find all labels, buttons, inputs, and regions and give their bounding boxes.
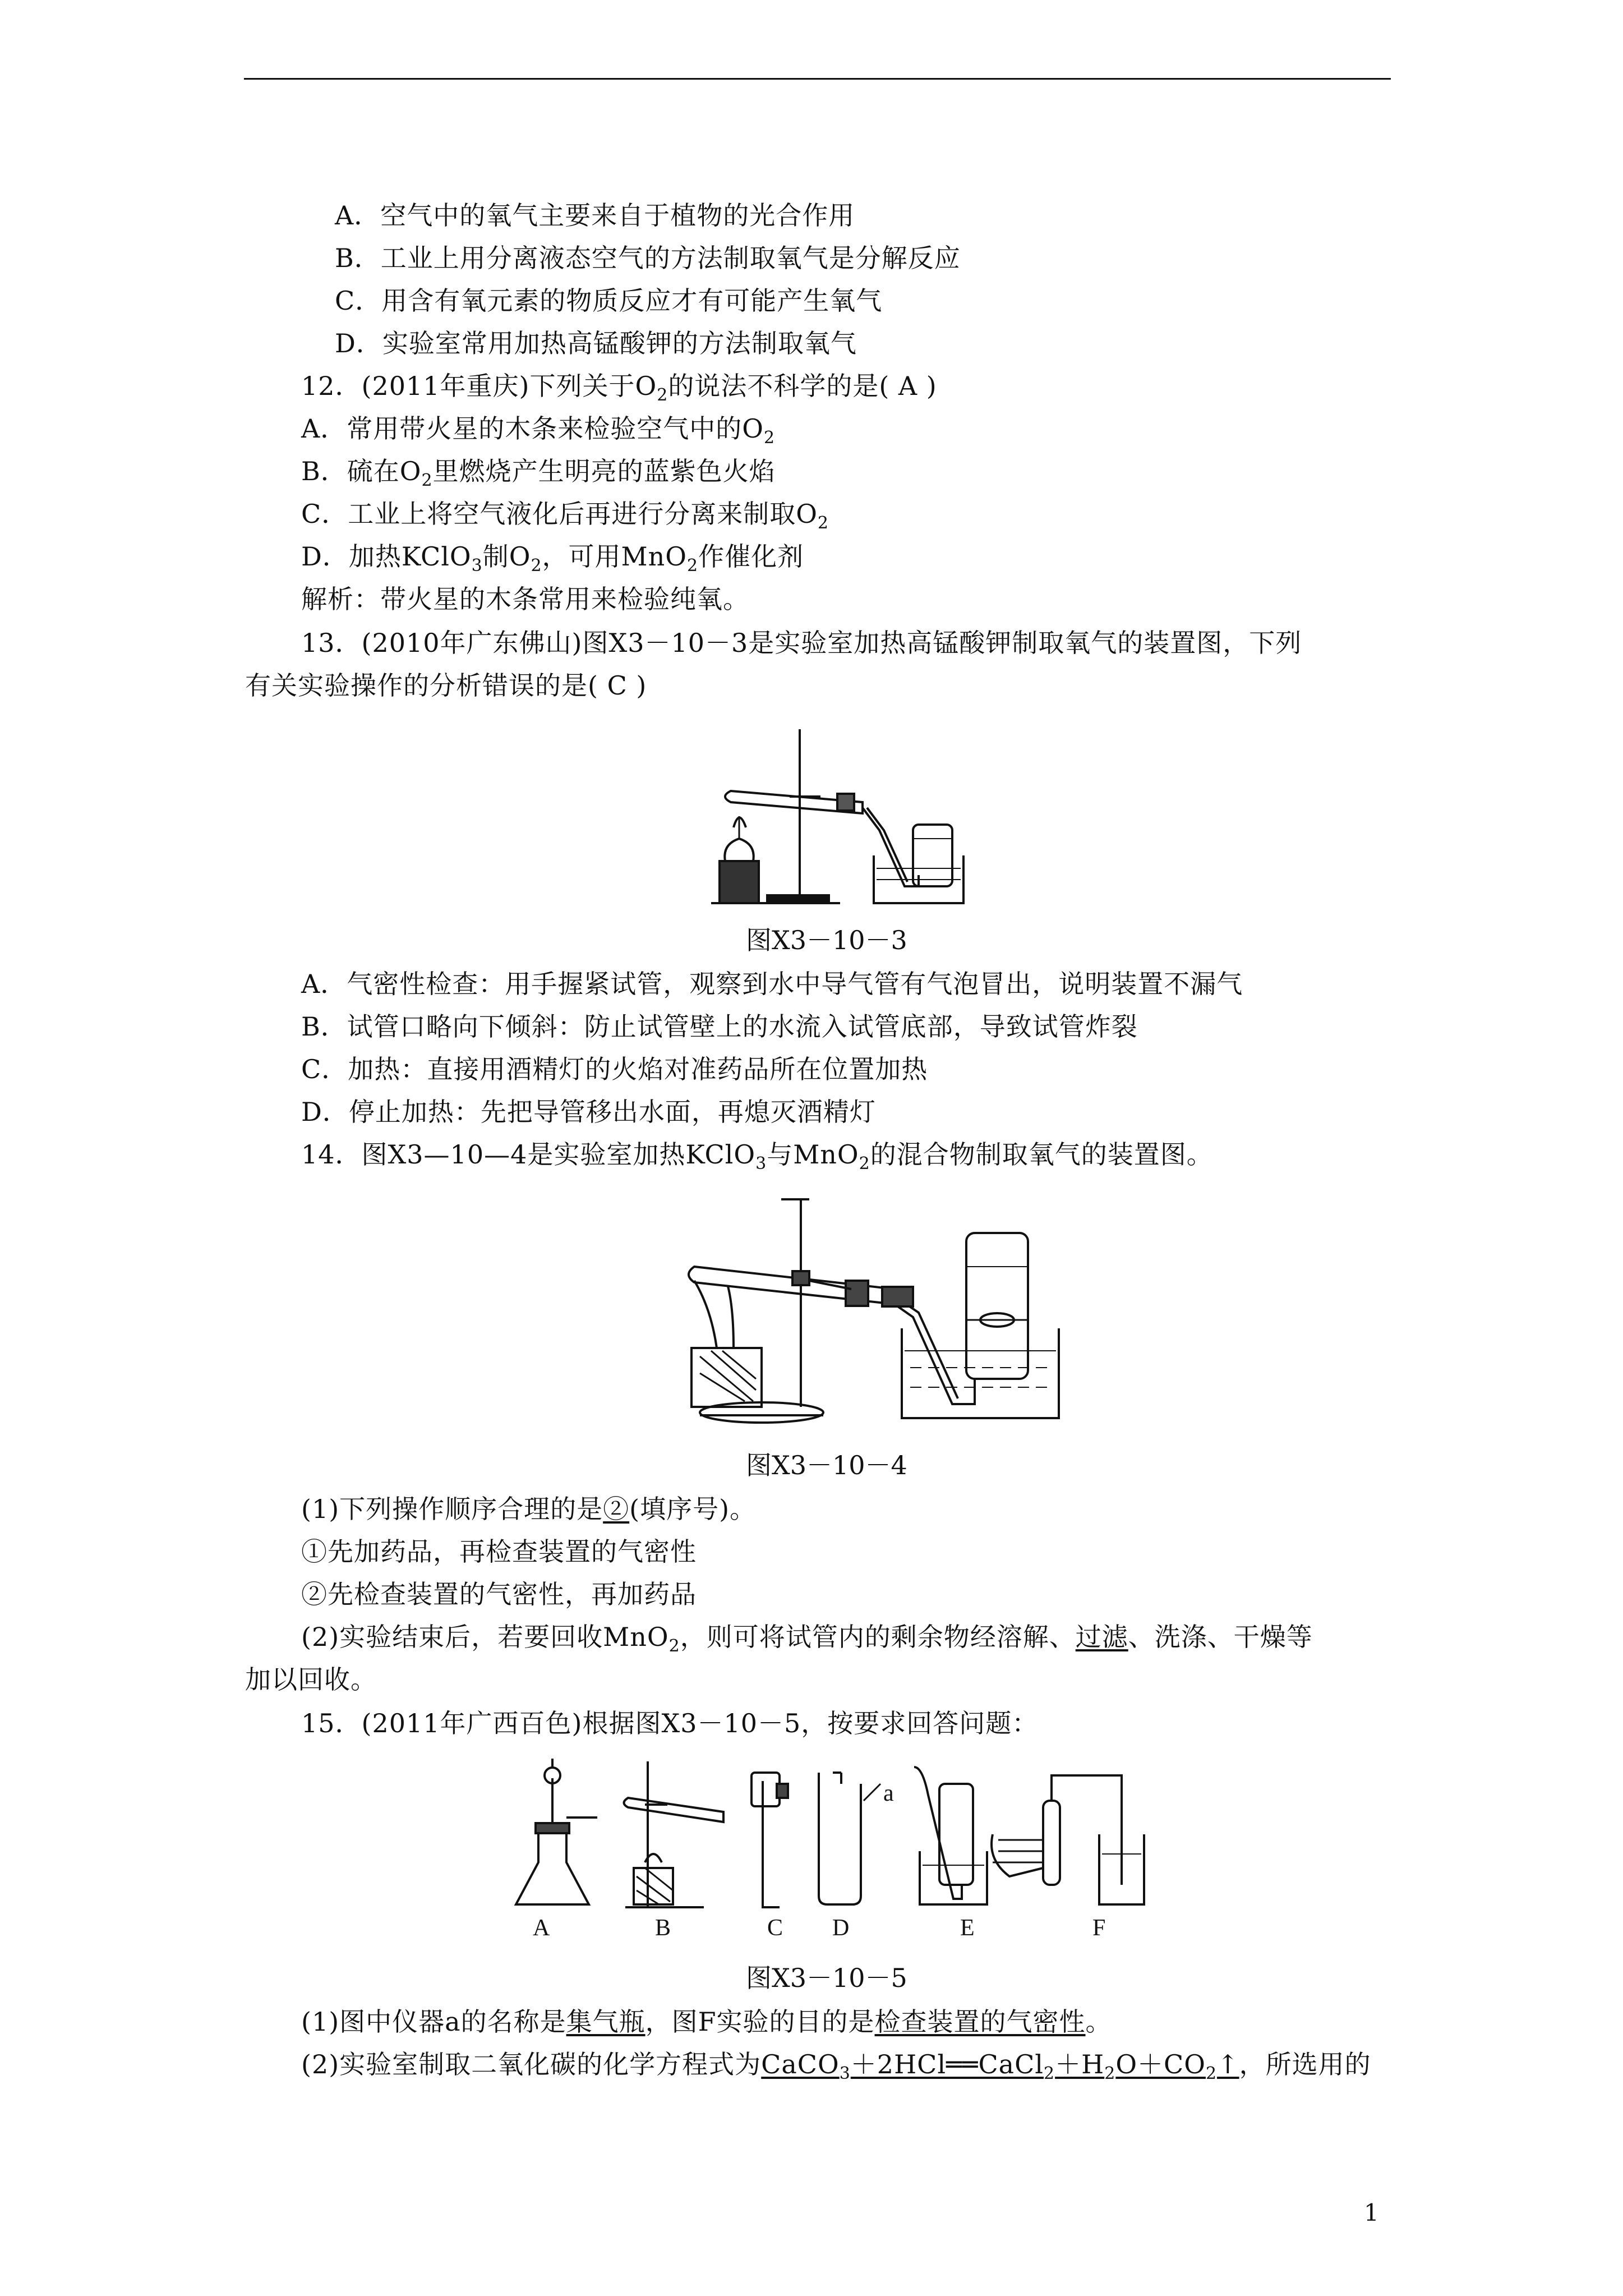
q12-option-c: C．工业上将空气液化后再进行分离来制取$O_2$ [301,499,829,533]
q14-part2-answer: 过滤 [1075,1622,1128,1652]
q11-option-d: D．实验室常用加热高锰酸钾的方法制取氧气 [335,328,857,358]
q13-option-a: A．气密性检查：用手握紧试管，观察到水中导气管有气泡冒出，说明装置不漏气 [301,969,1243,999]
page-number: 1 [1364,2199,1379,2226]
q12-option-a: A．常用带火星的木条来检验空气中的$O_2$ [301,413,776,448]
figure-label-a-upper: A [533,1915,550,1941]
apparatus-figure-x3-10-4 [661,1188,1064,1429]
q15-part1-answer2: 检查装置的气密性 [874,2007,1086,2037]
figure-label-f: F [1092,1915,1106,1941]
q12-option-b: B．硫在$O_2$里燃烧产生明亮的蓝紫色火焰 [301,456,776,491]
q13-option-b: B．试管口略向下倾斜：防止试管壁上的水流入试管底部，导致试管炸裂 [301,1011,1138,1042]
figure-label-d: D [832,1915,850,1941]
q12-analysis: 解析：带火星的木条常用来检验纯氧。 [301,584,749,614]
figure-label-instrument-a: a [883,1780,894,1806]
q11-option-a: A．空气中的氧气主要来自于植物的光合作用 [335,200,855,231]
apparatus-figure-x3-10-3 [677,718,969,909]
q11-option-b: B．工业上用分离液态空气的方法制取氧气是分解反应 [335,243,961,273]
q15-stem: 15．(2011年广西百色)根据图X3－10－5，按要求回答问题： [301,1708,1039,1738]
q15-part2: (2)实验室制取二氧化碳的化学方程式为$CaCO_3+2HCl══CaCl_2+H_2O+CO_2↑$，所选用的 [301,2049,1371,2084]
q14-part1: (1)下列操作顺序合理的是②(填序号)。 [301,1494,757,1524]
q14-stem: 14．图X3—10—4是实验室加热KClO$_3$与MnO$_2$的混合物制取氧气的装置图。 [301,1139,1213,1174]
figure-label-c: C [767,1915,783,1941]
q12-stem: 12．(2011年重庆)下列关于$O_2$的说法不科学的是( A ) [301,371,937,406]
figure-label-b: B [655,1915,671,1941]
q12-option-d: D．加热KClO$_3$制$O_2$，可用MnO$_2$作催化剂 [301,541,804,576]
q14-part1-answer: ② [603,1494,630,1524]
q14-choice-1: ①先加药品，再检查装置的气密性 [301,1536,697,1567]
caption-x3-10-3: 图X3－10－3 [746,925,907,955]
caption-x3-10-4: 图X3－10－4 [746,1450,907,1480]
caption-x3-10-5: 图X3－10－5 [746,1963,907,1993]
q14-part2: (2)实验结束后，若要回收MnO$_2$，则可将试管内的剩余物经溶解、过滤、洗涤、干燥等 [301,1622,1313,1657]
q13-stem-line2: 有关实验操作的分析错误的是( C ) [245,670,647,701]
q15-part1-answer1: 集气瓶 [566,2007,645,2037]
q15-equation: $CaCO_3+2HCl══CaCl_2+H_2O+CO_2↑$ [761,2049,1239,2084]
q15-part1: (1)图中仪器a的名称是集气瓶，图F实验的目的是检查装置的气密性。 [301,2007,1112,2037]
q14-choice-2: ②先检查装置的气密性，再加药品 [301,1579,697,1609]
q13-option-d: D．停止加热：先把导管移出水面，再熄灭酒精灯 [301,1097,876,1127]
q14-part2-line2: 加以回收。 [245,1664,377,1695]
q11-option-c: C．用含有氧元素的物质反应才有可能产生氧气 [335,286,883,316]
apparatus-figure-x3-10-5 [505,1750,1178,1913]
header-rule [244,78,1391,80]
q13-stem-line1: 13．(2010年广东佛山)图X3－10－3是实验室加热高锰酸钾制取氧气的装置图，下列 [301,628,1302,658]
figure-label-e: E [960,1915,975,1941]
q13-option-c: C．加热：直接用酒精灯的火焰对准药品所在位置加热 [301,1054,928,1084]
